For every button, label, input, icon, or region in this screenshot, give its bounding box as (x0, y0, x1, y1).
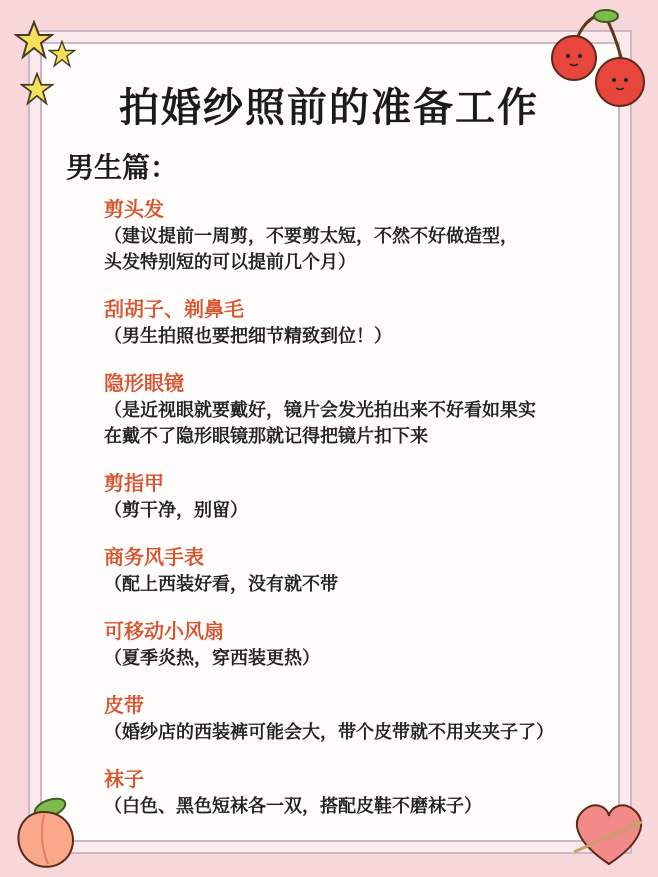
item-title: 剪指甲 (104, 471, 164, 495)
list-item (104, 542, 604, 598)
section-title: 男生篇： (66, 151, 179, 184)
item-desc: （建议提前一周剪，不要剪太短，不然不好做造型， 头发特别短的可以提前几个月） (104, 226, 518, 273)
item-title: 隐形眼镜 (104, 371, 184, 395)
item-title: 剪头发 (104, 197, 164, 221)
item-list (104, 194, 604, 838)
item-title: 刮胡子、剃鼻毛 (104, 297, 244, 321)
list-item (104, 294, 604, 350)
item-desc: （男生拍照也要把细节精致到位！） (104, 326, 392, 347)
item-desc: （白色、黑色短袜各一双，搭配皮鞋不磨袜子） (104, 796, 482, 817)
list-item (104, 194, 604, 276)
list-item (104, 764, 604, 820)
peach-icon (4, 792, 84, 872)
item-title: 皮带 (104, 693, 144, 717)
item-desc: （配上西装好看，没有就不带 (104, 574, 338, 595)
item-title: 可移动小风扇 (104, 619, 224, 643)
list-item (104, 368, 604, 450)
item-desc: （婚纱店的西装裤可能会大，带个皮带就不用夹夹子了） (104, 722, 554, 743)
star-icon (48, 40, 76, 68)
item-title: 商务风手表 (104, 545, 204, 569)
item-desc: （剪干净，别留） (104, 500, 248, 521)
list-item (104, 616, 604, 672)
list-item (104, 690, 604, 746)
item-desc: （夏季炎热，穿西装更热） (104, 648, 320, 669)
item-desc: （是近视眼就要戴好，镜片会发光拍出来不好看如果实 在戴不了隐形眼镜那就记得把镜片扣下来 (104, 400, 536, 447)
page-title: 拍婚纱照前的准备工作 (119, 85, 539, 131)
item-title: 袜子 (104, 767, 144, 791)
list-item (104, 468, 604, 524)
